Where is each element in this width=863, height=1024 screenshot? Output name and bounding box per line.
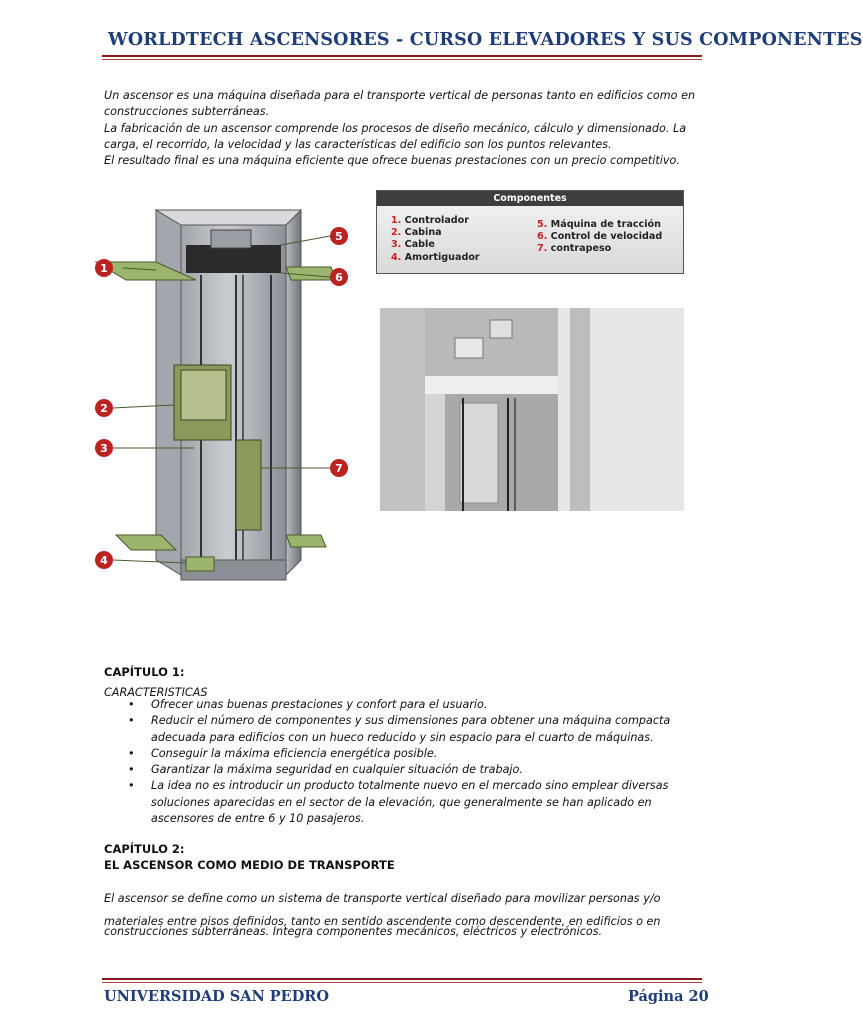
photo-machine — [455, 338, 483, 358]
callout-4 — [95, 551, 113, 569]
component-number: 1. — [391, 215, 402, 226]
footer-rule — [102, 978, 702, 980]
component-label: Cabina — [404, 227, 442, 239]
component-number: 7. — [537, 243, 548, 255]
callout-5 — [330, 227, 348, 245]
page-header-title: WORLDTECH ASCENSORES - CURSO ELEVADORES Y SUS COMPONENTES — [108, 30, 863, 50]
components-column-left — [391, 215, 480, 264]
chapter-2-subtitle: EL ASCENSOR COMO MEDIO DE TRANSPORTE — [104, 858, 395, 872]
component-label: Cable — [404, 239, 435, 251]
callout-7 — [330, 459, 348, 477]
components-legend — [376, 190, 684, 274]
component-item-7 — [537, 243, 662, 255]
shaft-right-wall — [286, 210, 301, 575]
photo-upper-room — [425, 308, 558, 376]
callout-2 — [95, 399, 113, 417]
bullet-text: Ofrecer unas buenas prestaciones y confort para el usuario. — [151, 698, 488, 711]
component-number: 4. — [391, 251, 402, 263]
callout-3 — [95, 439, 113, 457]
chapter-1-heading: CAPÍTULO 1: — [104, 665, 185, 679]
machine-motor — [211, 230, 251, 248]
callout-3-label: 3 — [100, 442, 108, 455]
component-item-6 — [537, 231, 662, 243]
callout-1-label: 1 — [100, 262, 108, 275]
component-item-3 — [391, 239, 480, 251]
component-label: Control de velocidad — [550, 231, 663, 243]
bullet-item: • Garantizar la máxima seguridad en cualquier situación de trabajo. — [128, 763, 523, 777]
footer-rule-thin — [102, 982, 702, 983]
component-item-5 — [537, 219, 662, 231]
chapter-2-paragraph-1: El ascensor se define como un sistema de transporte vertical diseñado para movilizar personas y/o — [104, 892, 661, 905]
floor-slab-top-right — [286, 267, 336, 280]
footer-page-number: Página 20 — [628, 988, 709, 1005]
callout-4-label: 4 — [100, 554, 108, 567]
intro-paragraph-1: Un ascensor es una máquina diseñada para el transporte vertical de personas tanto en edificios como en construcciones subterráneas. — [104, 89, 696, 119]
footer-institution: UNIVERSIDAD SAN PEDRO — [104, 988, 329, 1005]
component-item-1 — [391, 215, 480, 227]
component-label: Máquina de tracción — [550, 219, 661, 230]
photo-pulley — [490, 320, 512, 338]
buffer — [186, 557, 214, 571]
component-item-4 — [391, 252, 480, 264]
chapter-2-heading: CAPÍTULO 2: — [104, 842, 185, 856]
component-number: 6. — [537, 231, 548, 243]
traction-machine — [186, 245, 281, 273]
component-number: 5. — [537, 219, 548, 230]
chapter-1-subtitle: CARACTERISTICAS — [104, 686, 208, 699]
callout-2-label: 2 — [100, 402, 108, 415]
chapter-2-paragraph-2a: materiales entre pisos definidos, tanto en sentido ascendente como descendente, en edificios o en — [104, 915, 661, 928]
photo-column — [570, 308, 590, 511]
bullet-item: • Reducir el número de componentes y sus dimensiones para obtener una máquina compacta adecuada para edificios con un hueco reducido y sin espacio para el cuarto de máquinas. — [128, 714, 671, 744]
chapter-2-paragraph-2b: construcciones subterráneas. Integra componentes mecánicos, eléctricos y electrónicos. — [104, 925, 603, 938]
components-column-right — [537, 219, 662, 256]
header-rule — [102, 55, 702, 57]
bullet-item: • Conseguir la máxima eficiencia energética posible. — [128, 746, 438, 760]
elevator-shaft-diagram — [86, 205, 368, 600]
intro-paragraph-3: El resultado final es una máquina eficiente que ofrece buenas prestaciones con un precio competitivo. — [104, 154, 680, 168]
component-number: 2. — [391, 227, 402, 239]
photo-beam — [425, 376, 558, 394]
component-number: 3. — [391, 239, 402, 251]
bullet-text: La idea no es introducir un producto totalmente nuevo en el mercado sino emplear diversas soluciones aparecidas en el sector de la elevación, que generalmente se han aplicado en ascensores de entre 6 y 10 pasajeros. — [151, 779, 669, 826]
callout-6 — [330, 268, 348, 286]
component-label: Controlador — [404, 215, 469, 226]
shaft-top — [156, 210, 301, 225]
bullet-item: • La idea no es introducir un producto totalmente nuevo en el mercado sino emplear diversas soluciones aparecidas en el sector de la elevación, que generalmente se han aplicado en ascensores de entre 6 y 10 pasajeros. — [128, 779, 669, 826]
chapter-1-bullet-list — [104, 697, 704, 827]
bullet-text: Reducir el número de componentes y sus dimensiones para obtener una máquina compacta adecuada para edificios con un hueco reducido y sin espacio para el cuarto de máquinas. — [151, 714, 671, 744]
elevator-shaft-photo — [380, 308, 684, 511]
components-legend-title: Componentes — [377, 191, 683, 206]
cabin-window — [181, 370, 226, 420]
callout-1 — [95, 259, 113, 277]
floor-slab-bottom-right — [286, 535, 326, 547]
component-label: contrapeso — [550, 243, 612, 255]
bullet-item: • Ofrecer unas buenas prestaciones y confort para el usuario. — [128, 698, 488, 711]
counterweight — [236, 440, 261, 530]
callout-6-label: 6 — [335, 271, 343, 284]
component-item-2 — [391, 227, 480, 239]
header-rule-thin — [102, 59, 702, 60]
bullet-text: Garantizar la máxima seguridad en cualquier situación de trabajo. — [151, 763, 523, 777]
bullet-text: Conseguir la máxima eficiencia energética posible. — [151, 746, 438, 760]
intro-paragraph-2: La fabricación de un ascensor comprende los procesos de diseño mecánico, cálculo y dimensionado. La carga, el recorrido, la velocidad y las características del edificio son los puntos relevantes. — [104, 121, 687, 151]
photo-cabin-frame — [460, 403, 498, 503]
component-label: Amortiguador — [404, 251, 480, 263]
callout-7-label: 7 — [335, 462, 343, 475]
photo-left-wall — [380, 308, 425, 511]
callout-5-label: 5 — [335, 230, 343, 243]
intro-text — [104, 88, 704, 169]
